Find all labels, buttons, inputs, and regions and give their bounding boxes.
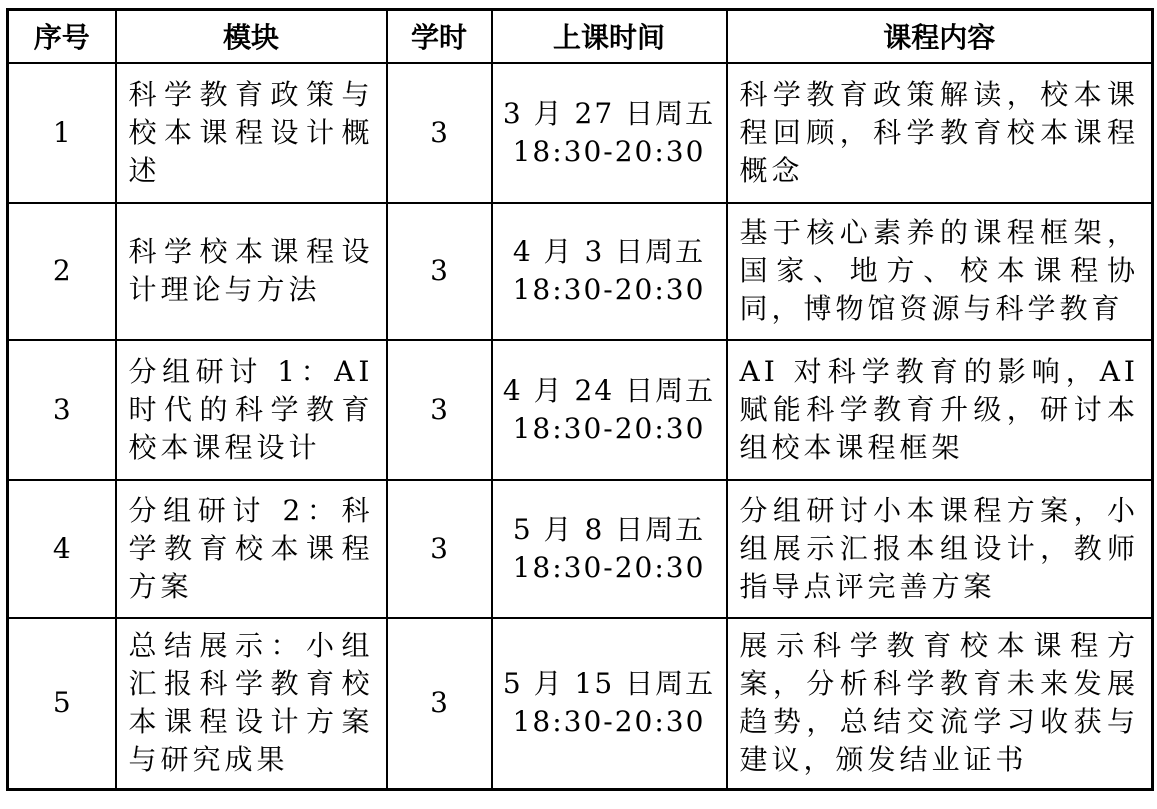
row-number-cell: 5 bbox=[8, 618, 116, 790]
time-cell bbox=[492, 618, 727, 790]
module-cell: 分组研讨 1：AI 时代的科学教育校本课程设计 bbox=[116, 340, 387, 480]
content-cell: 科学教育政策解读，校本课程回顾，科学教育校本课程概念 bbox=[727, 63, 1153, 203]
class-time-range: 18:30-20:30 bbox=[512, 273, 706, 306]
table-row bbox=[8, 618, 1153, 790]
class-time-range: 18:30-20:30 bbox=[512, 411, 706, 445]
hours-cell: 3 bbox=[387, 480, 492, 618]
header-cell-time: 上课时间 bbox=[492, 10, 727, 63]
hours-cell: 3 bbox=[387, 340, 492, 480]
module-cell: 总结展示：小组汇报科学教育校本课程设计方案与研究成果 bbox=[116, 618, 387, 790]
module-cell: 分组研讨 2：科学教育校本课程方案 bbox=[116, 480, 387, 618]
header-cell-module: 模块 bbox=[116, 10, 387, 63]
module-cell: 科学教育政策与校本课程设计概述 bbox=[116, 63, 387, 203]
class-date: 4 月 3 日周五 bbox=[512, 235, 706, 268]
row-number-cell: 2 bbox=[8, 203, 116, 340]
table-header-row bbox=[8, 10, 1153, 63]
row-number-cell: 1 bbox=[8, 63, 116, 203]
class-date: 5 月 8 日周五 bbox=[512, 512, 706, 546]
time-cell bbox=[492, 340, 727, 480]
class-date: 4 月 24 日周五 bbox=[502, 373, 716, 407]
row-number-cell: 3 bbox=[8, 340, 116, 480]
hours-cell: 3 bbox=[387, 63, 492, 203]
content-cell: AI 对科学教育的影响，AI 赋能科学教育升级，研讨本组校本课程框架 bbox=[727, 340, 1153, 480]
class-date: 3 月 27 日周五 bbox=[502, 96, 716, 130]
table-row bbox=[8, 480, 1153, 618]
class-time-range: 18:30-20:30 bbox=[512, 134, 706, 168]
time-cell bbox=[492, 63, 727, 203]
content-cell: 展示科学教育校本课程方案，分析科学教育未来发展趋势，总结交流学习收获与建议，颁发结业证书 bbox=[727, 618, 1153, 790]
content-cell: 基于核心素养的课程框架，国家、地方、校本课程协同，博物馆资源与科学教育 bbox=[727, 203, 1153, 340]
time-cell bbox=[492, 480, 727, 618]
header-cell-content: 课程内容 bbox=[727, 10, 1153, 63]
class-date: 5 月 15 日周五 bbox=[502, 667, 716, 701]
module-cell: 科学校本课程设计理论与方法 bbox=[116, 203, 387, 340]
header-cell-hours: 学时 bbox=[387, 10, 492, 63]
hours-cell: 3 bbox=[387, 203, 492, 340]
class-time-range: 18:30-20:30 bbox=[512, 550, 706, 584]
row-number-cell: 4 bbox=[8, 480, 116, 618]
time-cell bbox=[492, 203, 727, 340]
table-row bbox=[8, 63, 1153, 203]
hours-cell: 3 bbox=[387, 618, 492, 790]
class-time-range: 18:30-20:30 bbox=[512, 705, 706, 739]
content-cell: 分组研讨小本课程方案，小组展示汇报本组设计，教师指导点评完善方案 bbox=[727, 480, 1153, 618]
header-cell-number: 序号 bbox=[8, 10, 116, 63]
course-schedule-table bbox=[6, 8, 1154, 791]
table-row bbox=[8, 203, 1153, 340]
table-row bbox=[8, 340, 1153, 480]
